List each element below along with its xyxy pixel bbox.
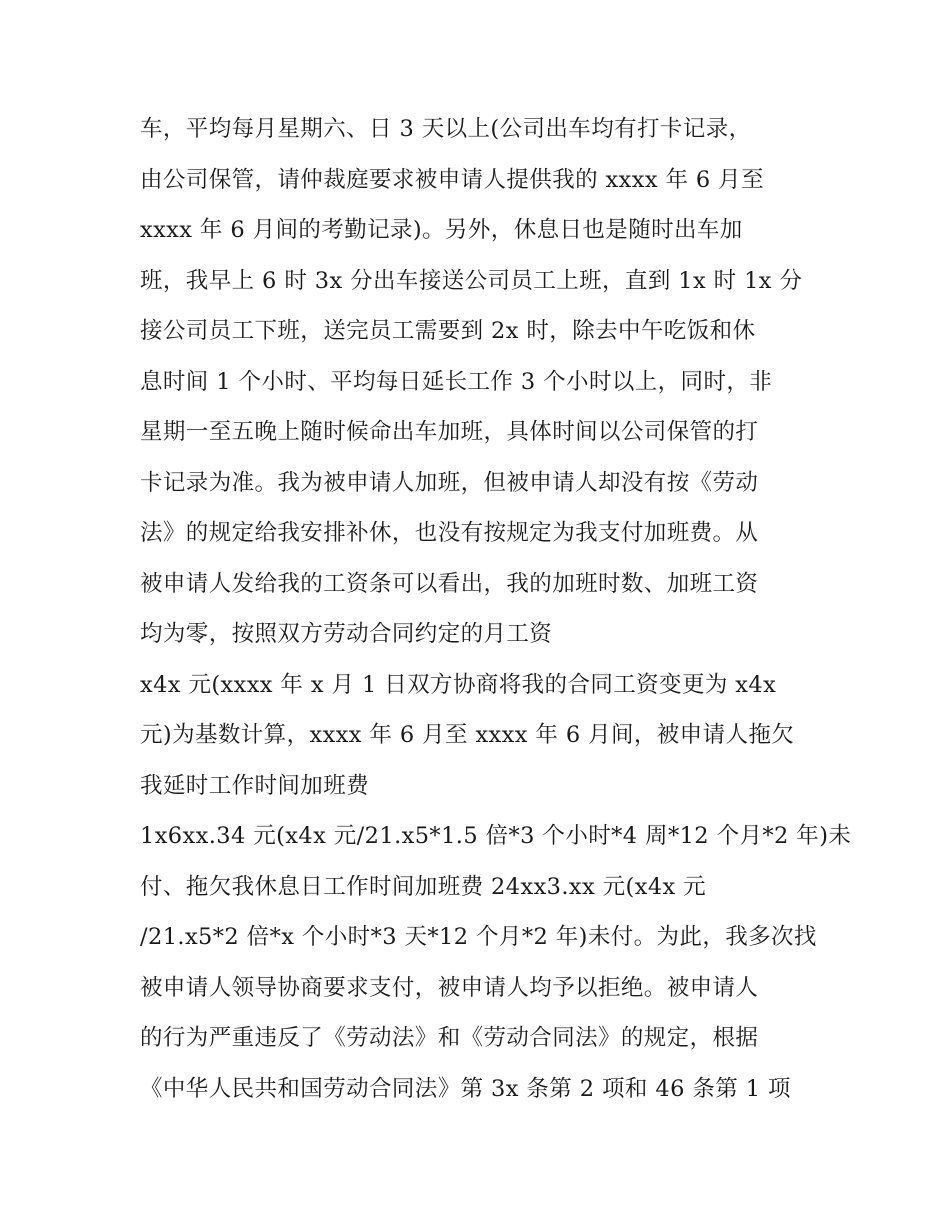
text-line: 由公司保管，请仲裁庭要求被申请人提供我的 xxxx 年 6 月至 bbox=[140, 166, 764, 193]
text-line: xxxx 年 6 月间的考勤记录)。另外，休息日也是随时出车加 bbox=[140, 217, 743, 243]
text-line: 息时间 1 个小时、平均每日延长工作 3 个小时以上，同时，非 bbox=[140, 368, 773, 395]
text-line: 1x6xx.34 元(x4x 元/21.x5*1.5 倍*3 个小时*4 周*12 个月*2 年)未 bbox=[140, 823, 852, 849]
text-line: 元)为基数计算，xxxx 年 6 月至 xxxx 年 6 月间，被申请人拖欠 bbox=[140, 722, 795, 748]
text-line: 的行为严重违反了《劳动法》和《劳动合同法》的规定，根据 bbox=[140, 1025, 759, 1051]
text-line: 我延时工作时间加班费 bbox=[140, 772, 370, 799]
text-line: 卡记录为准。我为被申请人加班，但被申请人却没有按《劳动 bbox=[140, 469, 759, 496]
text-line: 星期一至五晚上随时候命出车加班，具体时间以公司保管的打 bbox=[140, 419, 759, 445]
body-text bbox=[140, 104, 852, 1114]
text-line: 《中华人民共和国劳动合同法》第 3x 条第 2 项和 46 条第 1 项 bbox=[140, 1075, 791, 1102]
text-line: 付、拖欠我休息日工作时间加班费 24xx3.xx 元(x4x 元 bbox=[140, 873, 707, 900]
text-line: 班，我早上 6 时 3x 分出车接送公司员工上班，直到 1x 时 1x 分 bbox=[140, 267, 803, 294]
text-line: 被申请人发给我的工资条可以看出，我的加班时数、加班工资 bbox=[140, 570, 759, 597]
text-line: 均为零，按照双方劳动合同约定的月工资 bbox=[140, 621, 553, 647]
text-line: 接公司员工下班，送完员工需要到 2x 时，除去中午吃饭和休 bbox=[140, 318, 756, 344]
text-line: /21.x5*2 倍*x 个小时*3 天*12 个月*2 年)未付。为此，我多次找 bbox=[140, 924, 817, 950]
text-line: x4x 元(xxxx 年 x 月 1 日双方协商将我的合同工资变更为 x4x bbox=[140, 671, 777, 698]
text-line: 车，平均每月星期六、日 3 天以上(公司出车均有打卡记录， bbox=[140, 116, 752, 142]
text-line: 被申请人领导协商要求支付，被申请人均予以拒绝。被申请人 bbox=[140, 974, 759, 1001]
text-line: 法》的规定给我安排补休，也没有按规定为我支付加班费。从 bbox=[140, 520, 759, 546]
